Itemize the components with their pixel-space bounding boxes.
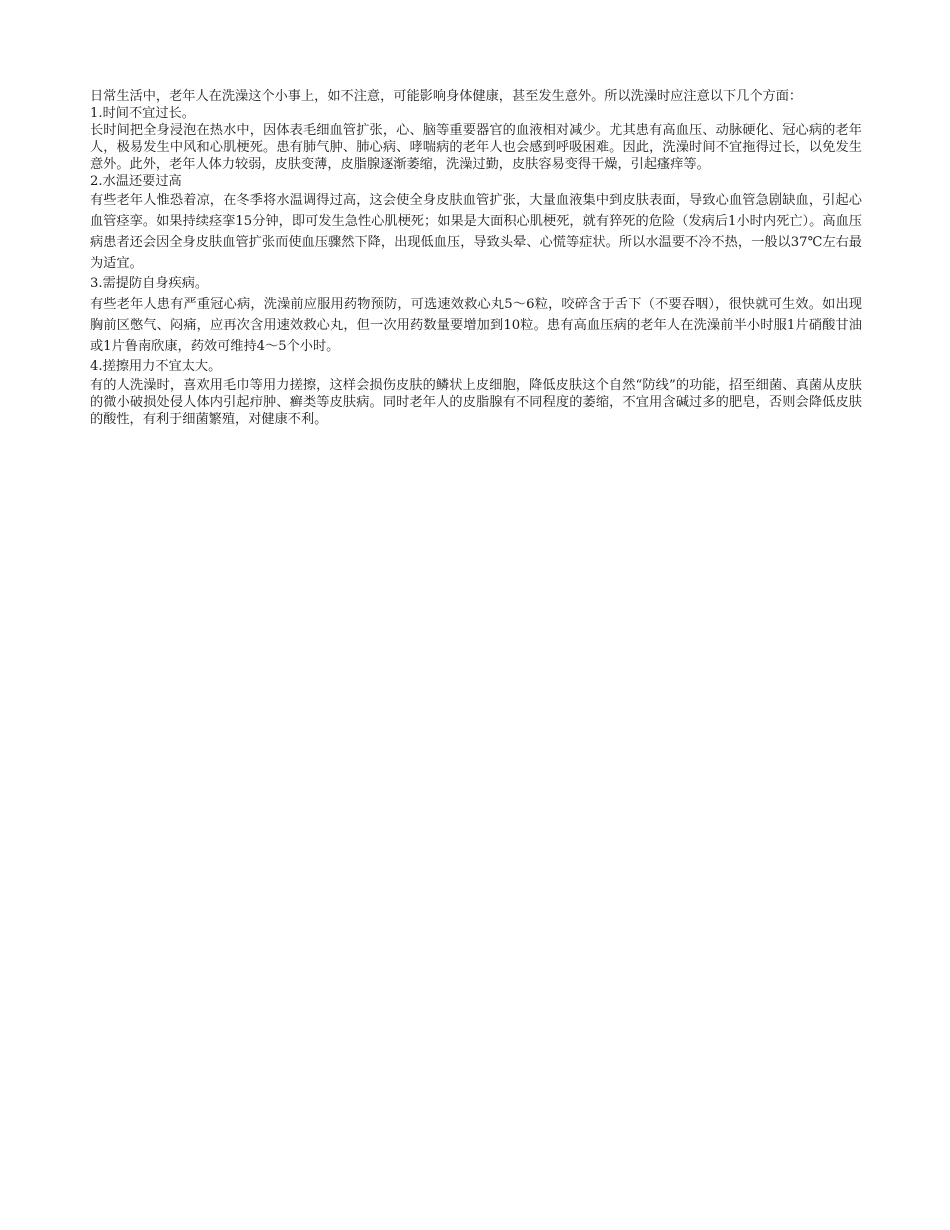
section-body-water-temperature: 有些老年人惟恐着凉，在冬季将水温调得过高，这会使全身皮肤血管扩张，大量血液集中到皮肤表面，导致心血管急剧缺血，引起心血管痉挛。如果持续痉挛15分钟，即可发生急性心肌梗死；如果是大面积心肌梗死，就有猝死的危险（发病后1小时内死亡）。高血压病患者还会因全身皮肤血管扩张而使血压骤然下降，出现低血压，导致头晕、心慌等症状。所以水温要不冷不热，一般以37℃左右最为适宜。 bbox=[90, 193, 862, 271]
section-heading-water-temperature: 2.水温还要过高 bbox=[90, 174, 182, 189]
section-body-scrubbing: 有的人洗澡时，喜欢用毛巾等用力搓擦，这样会损伤皮肤的鳞状上皮细胞，降低皮肤这个自然“防线”的功能，招至细菌、真菌从皮肤的微小破损处侵人体内引起疖肿、癣类等皮肤病。同时老年人的皮脂腺有不同程度的萎缩，不宜用含碱过多的肥皂，否则会降低皮肤的酸性，有利于细菌繁殖，对健康不利。 bbox=[90, 378, 862, 427]
section-body-time: 长时间把全身浸泡在热水中，因体表毛细血管扩张，心、脑等重要器官的血液相对减少。尤其患有高血压、动脉硬化、冠心病的老年人，极易发生中风和心肌梗死。患有肺气肿、肺心病、哮喘病的老年人也会感到呼吸困难。因此，洗澡时间不宜拖得过长，以免发生意外。此外，老年人体力较弱，皮肤变薄，皮脂腺逐渐萎缩，洗澡过勤，皮肤容易变得干燥，引起瘙痒等。 bbox=[90, 123, 862, 172]
section-body-disease: 有些老年人患有严重冠心病，洗澡前应服用药物预防，可选速效救心丸5～6粒，咬碎含于舌下（不要吞咽），很快就可生效。如出现胸前区憋气、闷痛，应再次含用速效救心丸，但一次用药数量要增加到10粒。患有高血压病的老年人在洗澡前半小时服1片硝酸甘油或1片鲁南欣康，药效可维持4～5个小时。 bbox=[90, 297, 862, 354]
document-body bbox=[90, 88, 862, 428]
section-heading-disease: 3.需提防自身疾病。 bbox=[90, 276, 209, 291]
intro-paragraph: 日常生活中，老年人在洗澡这个小事上，如不注意，可能影响身体健康，甚至发生意外。所以洗澡时应注意以下几个方面： bbox=[90, 89, 803, 104]
section-heading-scrubbing: 4.搓擦用力不宜太大。 bbox=[90, 359, 222, 374]
section-heading-time: 1.时间不宜过长。 bbox=[90, 106, 195, 121]
